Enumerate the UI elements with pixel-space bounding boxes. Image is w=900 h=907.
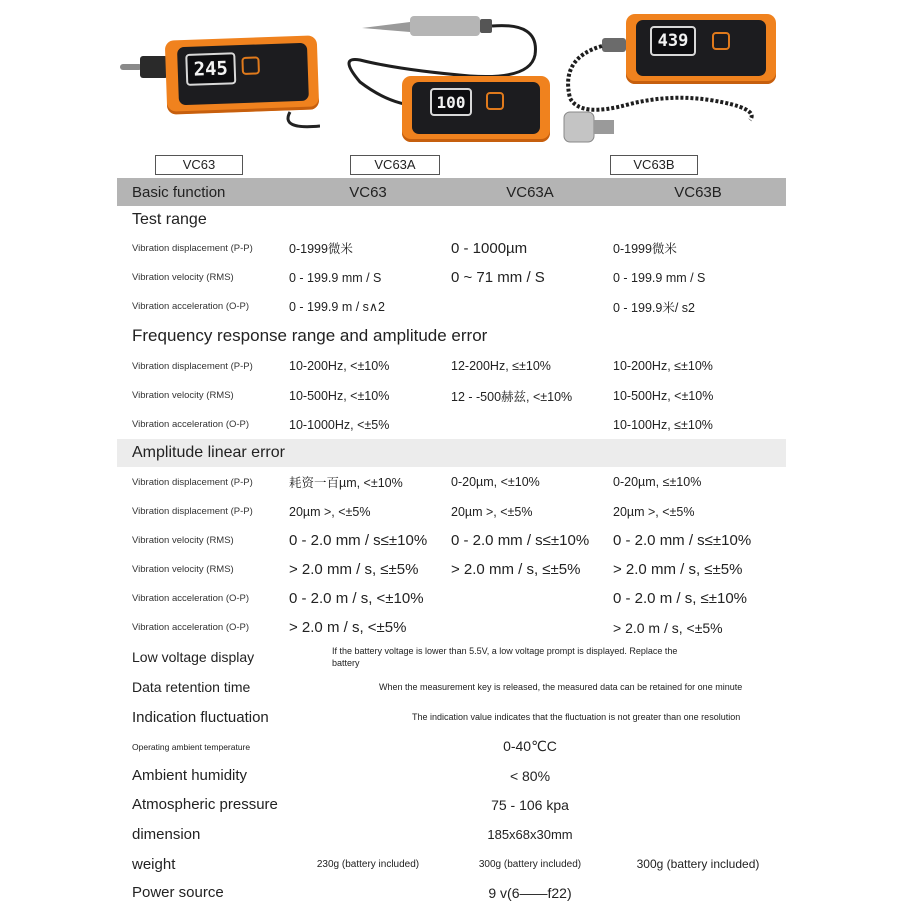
temperature-value: 0-40℃C (503, 738, 557, 754)
vc63-value: > 2.0 m / s, <±5% (289, 619, 407, 636)
power-value: 9 v(6——f22) (488, 884, 572, 901)
table-row (117, 878, 786, 907)
table-row (117, 732, 786, 761)
table-row (117, 263, 786, 292)
lcd-display: 100 (430, 88, 472, 116)
meter-face (412, 82, 540, 134)
vc63-value: 0 - 2.0 mm / s≤±10% (289, 532, 428, 549)
row-label: Vibration velocity (RMS) (132, 564, 234, 575)
fluctuation-value: The indication value indicates that the fluctuation is not greater than one resolution (412, 712, 741, 722)
table-row (117, 351, 786, 381)
humidity-value: < 80% (509, 767, 551, 784)
row-label: weight (132, 855, 176, 873)
row-label: Vibration velocity (RMS) (132, 535, 234, 546)
table-row (117, 467, 786, 497)
low-voltage-value (332, 642, 752, 672)
table-row (117, 819, 786, 850)
vc63-device-image (120, 30, 320, 130)
table-header (117, 178, 786, 206)
table-row (117, 850, 786, 878)
table-row (117, 790, 786, 819)
vc63b-value: 20µm >, <±5% (613, 504, 695, 519)
row-label: Indication fluctuation (132, 708, 269, 726)
header-vc63: VC63 (349, 183, 387, 201)
vc63-weight: 230g (battery included) (316, 858, 420, 870)
vc63b-value: 0-1999微米 (613, 242, 677, 256)
row-label: Power source (132, 884, 224, 901)
row-label: Vibration displacement (P-P) (132, 476, 253, 488)
table-row (117, 555, 786, 584)
vc63b-value: 10-200Hz, ≤±10% (613, 359, 713, 373)
vc63b-value: 0 - 2.0 m / s, ≤±10% (613, 590, 748, 607)
vc63a-value: 20µm >, <±5% (451, 504, 533, 519)
row-label: Vibration velocity (RMS) (132, 390, 234, 401)
header-vc63a: VC63A (506, 183, 554, 201)
vc63a-value (451, 584, 609, 613)
vc63b-value: 0 - 199.9米/ s2 (613, 300, 695, 315)
vc63a-device-image (330, 10, 560, 145)
vc63a-label: VC63A (350, 155, 440, 175)
vc63b-value: > 2.0 mm / s, ≤±5% (613, 561, 743, 578)
row-label: Vibration displacement (P-P) (132, 506, 253, 517)
table-row (117, 497, 786, 526)
row-label: Data retention time (132, 679, 251, 695)
vc63b-value: 10-100Hz, ≤±10% (613, 417, 713, 432)
vc63-value: 10-1000Hz, <±5% (289, 417, 390, 432)
row-label: Low voltage display (132, 649, 255, 665)
vc63-value: 0 - 2.0 m / s, <±10% (289, 590, 424, 607)
row-label: dimension (132, 826, 201, 843)
product-photos (0, 0, 900, 178)
table-row (117, 381, 786, 410)
row-label: Vibration acceleration (O-P) (132, 593, 250, 604)
vc63b-weight: 300g (battery included) (636, 857, 760, 871)
table-row (117, 584, 786, 613)
section-title: Amplitude linear error (132, 444, 285, 461)
vc63-value: 0 - 199.9 m / s∧2 (289, 300, 385, 314)
vc63-value: > 2.0 mm / s, ≤±5% (289, 561, 419, 578)
dimension-value: 185x68x30mm (487, 827, 573, 842)
table-row (117, 702, 786, 732)
row-label: Vibration acceleration (O-P) (132, 622, 250, 633)
wrist-strap (120, 30, 320, 130)
frequency-title-row (117, 321, 786, 351)
vc63-value: 0-1999微米 (289, 242, 353, 256)
vc63a-value: 0-20µm, <±10% (451, 475, 540, 489)
lcd-display: 245 (185, 52, 236, 86)
meter-body (402, 76, 550, 142)
vc63a-value (451, 410, 609, 439)
header-basic-function: Basic function (132, 183, 226, 201)
vc63a-value: 0 - 1000µm (451, 239, 528, 257)
vc63-value: 20µm >, <±5% (289, 504, 371, 519)
lcd-display: 439 (650, 26, 696, 56)
row-label: Vibration velocity (RMS) (132, 272, 234, 283)
row-label: Vibration displacement (P-P) (132, 360, 253, 372)
coiled-cable-sensor (560, 8, 780, 148)
spec-table (117, 178, 786, 907)
vc63-label: VC63 (155, 155, 243, 175)
row-label: Vibration acceleration (O-P) (132, 301, 250, 312)
vc63a-value: > 2.0 mm / s, ≤±5% (451, 561, 581, 578)
vc63-value: 0 - 199.9 mm / S (289, 270, 382, 285)
retention-value: When the measurement key is released, the measured data can be retained for one minute (379, 682, 743, 692)
low-voltage-line-2: battery (332, 658, 360, 668)
vc63-value: 10-200Hz, <±10% (289, 359, 390, 373)
vc63a-value: 12 - -500赫兹, <±10% (451, 389, 573, 404)
vc63-value: 耗资一百µm, <±10% (289, 476, 403, 490)
row-label: Atmospheric pressure (132, 796, 278, 813)
vc63a-value (451, 292, 609, 321)
table-row (117, 233, 786, 263)
test-range-title-row (117, 206, 786, 233)
table-row (117, 613, 786, 642)
amplitude-title-row (117, 439, 786, 467)
header-vc63b: VC63B (674, 183, 722, 201)
vc63b-label: VC63B (610, 155, 698, 175)
vc63b-value: 10-500Hz, <±10% (613, 388, 714, 403)
table-row (117, 642, 786, 672)
measure-key (486, 92, 504, 110)
row-label: Vibration displacement (P-P) (132, 242, 253, 254)
low-voltage-line-1: If the battery voltage is lower than 5.5V, a low voltage prompt is displayed. Replace the (332, 646, 678, 656)
vc63-value: 10-500Hz, <±10% (289, 388, 390, 403)
vc63a-weight: 300g (battery included) (478, 858, 582, 870)
vc63a-value: 12-200Hz, ≤±10% (451, 359, 551, 373)
vc63a-value: 0 ~ 71 mm / S (451, 269, 545, 286)
table-row (117, 526, 786, 555)
vc63b-value: 0 - 2.0 mm / s≤±10% (613, 532, 752, 549)
vc63b-value: 0 - 199.9 mm / S (613, 270, 706, 285)
section-title: Test range (132, 210, 207, 228)
table-row (117, 761, 786, 790)
row-label: Vibration acceleration (O-P) (132, 419, 250, 430)
table-row (117, 292, 786, 321)
vc63b-device-image (560, 8, 780, 148)
table-row (117, 672, 786, 702)
row-label: Operating ambient temperature (132, 741, 251, 752)
vc63a-value: 0 - 2.0 mm / s≤±10% (451, 532, 590, 549)
pressure-value: 75 - 106 kpa (491, 796, 569, 813)
vc63b-value: 0-20µm, ≤±10% (613, 475, 702, 489)
vc63b-value: > 2.0 m / s, <±5% (613, 619, 723, 636)
vc63a-value (451, 613, 609, 642)
section-title: Frequency response range and amplitude error (132, 326, 488, 345)
row-label: Ambient humidity (132, 767, 248, 784)
table-row (117, 410, 786, 439)
